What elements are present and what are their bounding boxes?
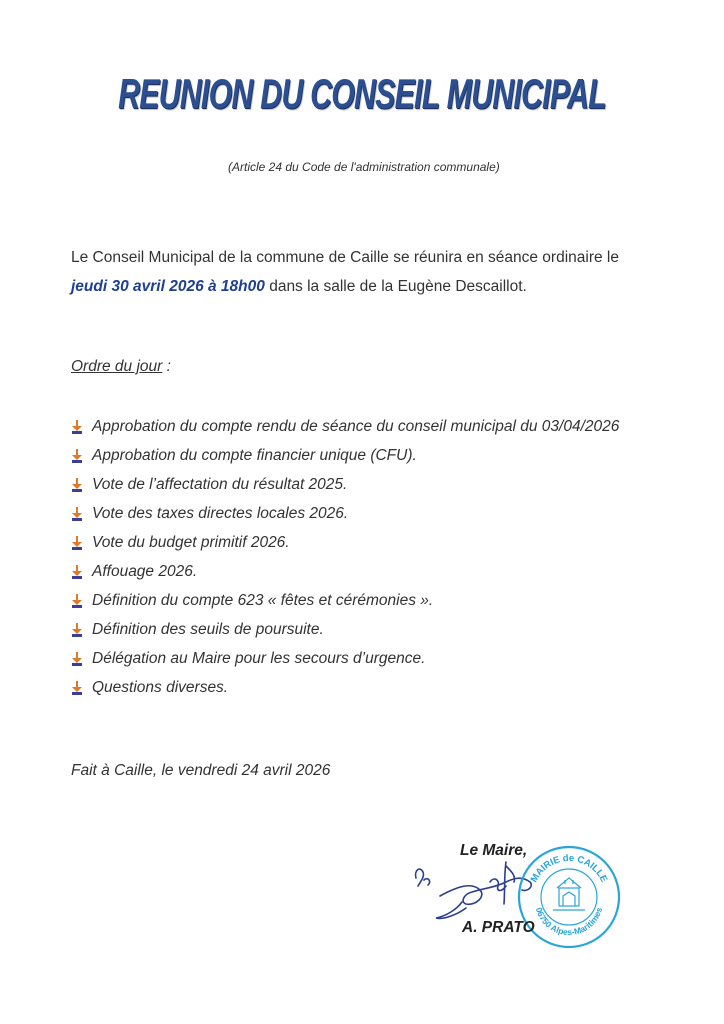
agenda-item-text: Approbation du compte financier unique (CFU). — [92, 446, 417, 464]
arrow-bullet-icon — [71, 449, 83, 463]
agenda-item — [71, 586, 691, 615]
agenda-item — [71, 528, 691, 557]
agenda-item-text: Approbation du compte rendu de séance du conseil municipal du 03/04/2026 — [92, 417, 620, 435]
agenda-item-text: Questions diverses. — [92, 678, 229, 696]
document-subtitle: (Article 24 du Code de l'administration communale) — [228, 160, 500, 174]
meeting-location: dans la salle de la Eugène Descaillot. — [264, 278, 527, 295]
stamp-text: MAIRIE de CAILLE — [528, 852, 610, 885]
intro-line-2 — [71, 272, 691, 301]
arrow-bullet-icon — [71, 565, 83, 579]
agenda-item-text: Définition du compte 623 « fêtes et cérémonies ». — [92, 591, 434, 609]
agenda-item — [71, 615, 691, 644]
agenda-item — [71, 499, 691, 528]
agenda-heading — [71, 358, 171, 376]
svg-text:06750 Alpes-Maritimes — [534, 906, 604, 937]
agenda-item — [71, 441, 691, 470]
agenda-item-text: Affouage 2026. — [92, 562, 198, 580]
arrow-bullet-icon — [71, 478, 83, 492]
signatory-name: A. PRATO — [462, 919, 535, 936]
document-title: REUNION DU CONSEIL MUNICIPAL — [118, 70, 606, 117]
agenda-heading-suffix: : — [162, 358, 171, 375]
agenda-item-text: Délégation au Maire pour les secours d’urgence. — [92, 649, 426, 667]
agenda-item-text: Vote du budget primitif 2026. — [92, 533, 290, 551]
agenda-item-text: Définition des seuils de poursuite. — [92, 620, 324, 638]
meeting-date: jeudi 30 avril 2026 à 18h00 — [71, 278, 265, 295]
arrow-bullet-icon — [71, 623, 83, 637]
arrow-bullet-icon — [71, 594, 83, 608]
agenda-item — [71, 557, 691, 586]
agenda-item — [71, 673, 691, 702]
intro-paragraph — [71, 243, 691, 301]
agenda-item — [71, 412, 691, 441]
agenda-list — [71, 412, 691, 702]
coat-of-arms-icon — [553, 878, 585, 910]
agenda-item-text: Vote de l’affectation du résultat 2025. — [92, 475, 348, 493]
arrow-bullet-icon — [71, 652, 83, 666]
agenda-item — [71, 470, 691, 499]
arrow-bullet-icon — [71, 536, 83, 550]
agenda-heading-label: Ordre du jour — [71, 358, 163, 375]
arrow-bullet-icon — [71, 681, 83, 695]
closing-statement: Fait à Caille, le vendredi 24 avril 2026 — [71, 762, 331, 779]
arrow-bullet-icon — [71, 507, 83, 521]
agenda-item-text: Vote des taxes directes locales 2026. — [92, 504, 349, 522]
agenda-item — [71, 644, 691, 673]
signatory-role: Le Maire, — [460, 842, 528, 859]
stamp-subtext: 06750 Alpes-Maritimes — [533, 906, 605, 938]
arrow-bullet-icon — [71, 420, 83, 434]
intro-line-1: Le Conseil Municipal de la commune de Caille se réunira en séance ordinaire le — [71, 249, 619, 266]
